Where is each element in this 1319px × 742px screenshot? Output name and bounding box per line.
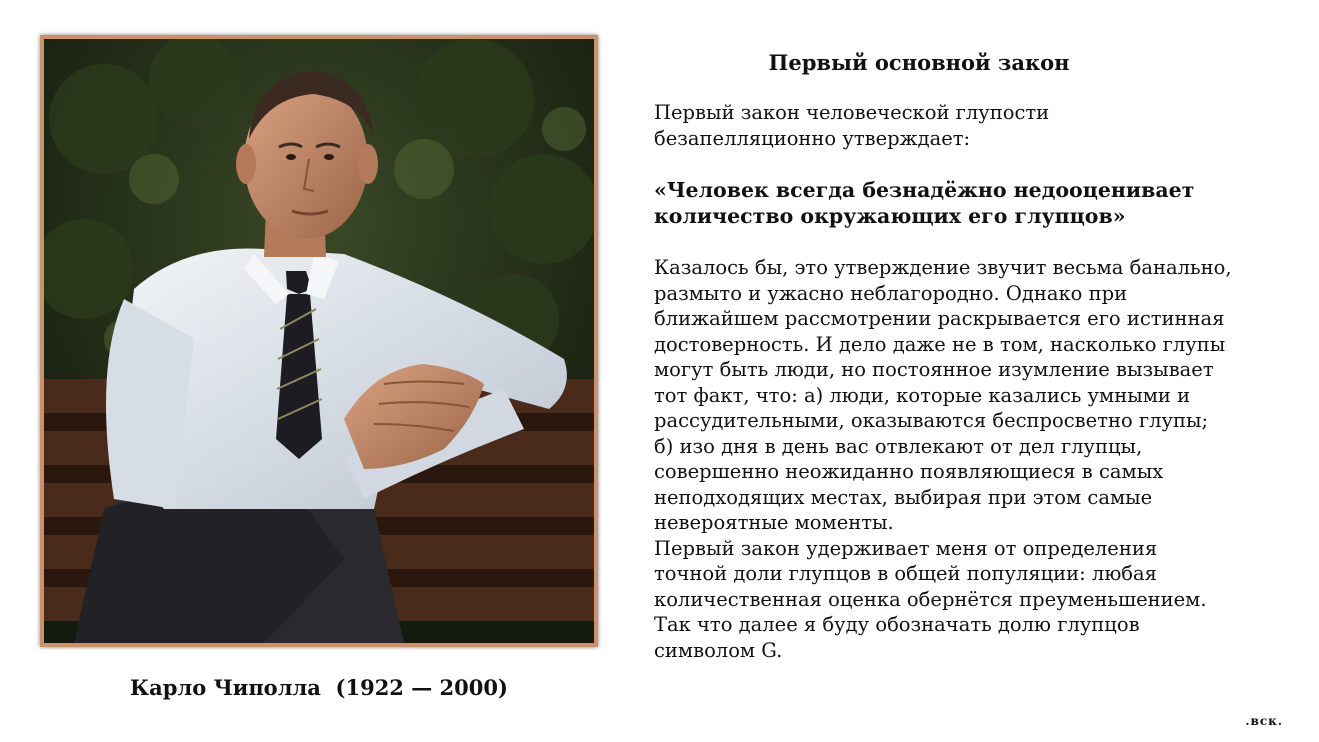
- body-line: неподходящих местах, выбирая при этом самые: [654, 485, 1153, 509]
- intro-paragraph: [654, 100, 1294, 151]
- text-panel: [654, 50, 1294, 663]
- body-line: достоверность. И дело даже не в том, насколько глупы: [654, 332, 1226, 356]
- body-line: невероятные моменты.: [654, 511, 894, 534]
- body-line: количественная оценка обернётся преуменьшением.: [654, 587, 1207, 611]
- body-line: б) изо дня в день вас отвлекают от дел глупцы,: [654, 434, 1143, 458]
- law-quote: [654, 177, 1294, 229]
- body-line: символом G.: [654, 638, 783, 662]
- photo-caption: Карло Чиполла (1922 — 2000): [130, 675, 508, 700]
- body-line: тот факт, что: а) люди, которые казались умными и: [654, 383, 1191, 407]
- body-line: могут быть люди, но постоянное изумление вызывает: [654, 358, 1214, 381]
- body-line: рассудительными, оказываются беспросветно глупы;: [654, 409, 1209, 432]
- portrait-photo: [40, 35, 598, 647]
- quote-line: «Человек всегда безнадёжно недооценивает: [654, 178, 1195, 202]
- body-line: Первый закон удерживает меня от определения: [654, 536, 1158, 560]
- body-line: совершенно неожиданно появляющиеся в самых: [654, 460, 1164, 483]
- body-line: размыто и ужасно неблагородно. Однако при: [654, 281, 1128, 305]
- intro-line: безапелляционно утверждает:: [654, 126, 971, 150]
- author-signature: .вск.: [1245, 714, 1283, 728]
- body-paragraph: [654, 255, 1294, 663]
- section-heading: Первый основной закон: [768, 50, 1070, 75]
- body-line: Так что далее я буду обозначать долю глупцов: [654, 613, 1140, 636]
- portrait-illustration: [44, 39, 594, 643]
- body-line: ближайшем рассмотрении раскрывается его истинная: [654, 307, 1225, 330]
- quote-line: количество окружающих его глупцов»: [654, 204, 1126, 228]
- body-line: Казалось бы, это утверждение звучит весьма банально,: [654, 256, 1232, 279]
- intro-line: Первый закон человеческой глупости: [654, 101, 1050, 124]
- body-line: точной доли глупцов в общей популяции: любая: [654, 562, 1157, 585]
